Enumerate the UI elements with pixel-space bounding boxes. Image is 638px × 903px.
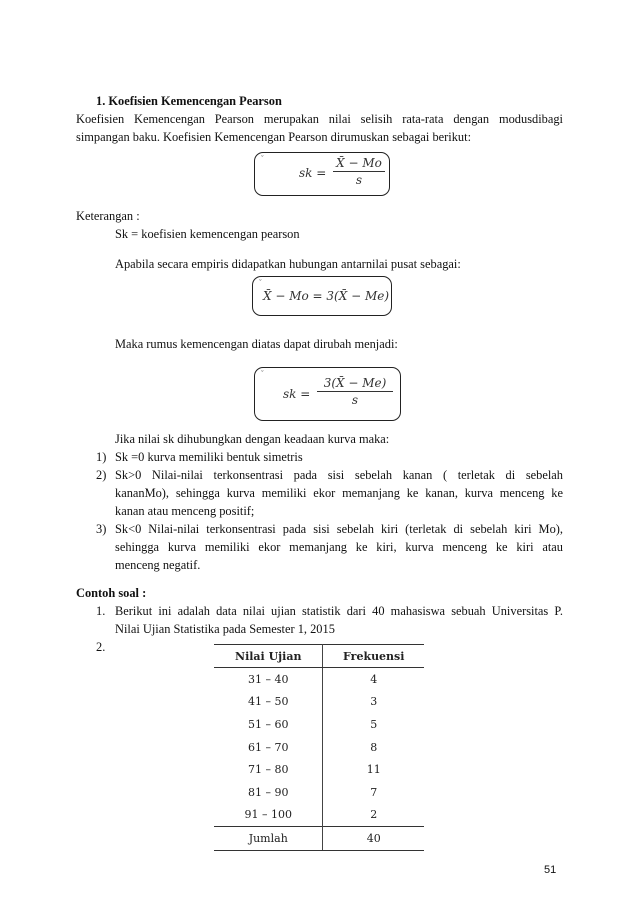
list-item-1-line-1: Sk =0 kurva memiliki bentuk simetris bbox=[115, 450, 303, 464]
table-row bbox=[214, 736, 424, 759]
cell-range: 31 – 40 bbox=[214, 668, 323, 691]
table-total-row bbox=[214, 827, 424, 851]
contoh-heading: Contoh soal : bbox=[76, 586, 147, 600]
table-row bbox=[214, 713, 424, 736]
formula-1-lhs: sk = bbox=[299, 166, 327, 180]
intro-line-1: Koefisien Kemencengan Pearson merupakan nilai selisih rata-rata dengan modusdibagi bbox=[76, 112, 563, 126]
formula-3-denominator: s bbox=[351, 393, 359, 407]
sk-definition: Sk = koefisien kemencengan pearson bbox=[115, 227, 300, 241]
formula-3-lhs: sk = bbox=[283, 387, 311, 401]
list-item-2-line-1: Sk>0 Nilai-nilai terkonsentrasi pada sisi sebelah kanan ( terletak di sebelah bbox=[115, 468, 563, 482]
table-row bbox=[214, 781, 424, 804]
header-nilai-ujian: Nilai Ujian bbox=[214, 645, 323, 668]
formula-3-numerator: 3(X̄ − Me) bbox=[323, 376, 387, 390]
contoh-number-1: 1. bbox=[96, 604, 106, 618]
cell-frequency: 4 bbox=[370, 672, 378, 686]
cell-range: 41 – 50 bbox=[214, 691, 323, 714]
frequency-table bbox=[214, 644, 424, 851]
formula-1-numerator: X̄ − Mo bbox=[336, 156, 382, 170]
jika-text: Jika nilai sk dihubungkan dengan keadaan kurva maka: bbox=[115, 432, 390, 446]
cell-range: 71 – 80 bbox=[214, 758, 323, 781]
formula-3-fraction bbox=[317, 376, 393, 407]
contoh-number-2: 2. bbox=[96, 640, 106, 654]
empiris-text: Apabila secara empiris didapatkan hubungan antarnilai pusat sebagai: bbox=[115, 257, 461, 271]
list-item-2-line-2: kananMo), sehingga kurva memiliki ekor memanjang ke kanan, kurva menceng ke bbox=[115, 486, 563, 500]
cell-frequency: 5 bbox=[370, 717, 378, 731]
list-number-3: 3) bbox=[96, 522, 107, 536]
cell-frequency: 2 bbox=[370, 808, 378, 822]
cell-range: 81 – 90 bbox=[214, 781, 323, 804]
formula-1-denominator: s bbox=[355, 173, 363, 187]
cell-frequency: 11 bbox=[366, 763, 381, 777]
maka-text: Maka rumus kemencengan diatas dapat dirubah menjadi: bbox=[115, 337, 398, 351]
cell-frequency: 7 bbox=[370, 785, 378, 799]
cell-frequency: 8 bbox=[370, 740, 378, 754]
cell-frequency: 3 bbox=[370, 695, 378, 709]
section-heading: 1. Koefisien Kemencengan Pearson bbox=[96, 94, 282, 108]
table-row bbox=[214, 758, 424, 781]
formula-1-fraction bbox=[333, 156, 385, 187]
table-row bbox=[214, 668, 424, 691]
list-item-2-line-3: kanan atau menceng positif; bbox=[115, 504, 255, 518]
intro-line-2: simpangan baku. Koefisien Kemencengan Pearson dirumuskan sebagai berikut: bbox=[76, 130, 472, 144]
cell-range: 51 – 60 bbox=[214, 713, 323, 736]
list-number-2: 2) bbox=[96, 468, 107, 482]
table-row bbox=[214, 804, 424, 827]
contoh-item-1-line-2: Nilai Ujian Statistika pada Semester 1, 2015 bbox=[115, 622, 335, 636]
table-header-row bbox=[214, 645, 424, 668]
list-item-3-line-2: sehingga kurva memiliki ekor memanjang ke kiri, kurva menceng ke kiri atau bbox=[115, 540, 563, 554]
formula-box-3: ˇ sk = 3(X̄ − Me) s bbox=[254, 367, 401, 421]
cell-range: 91 – 100 bbox=[214, 804, 323, 827]
list-item-3-line-3: menceng negatif. bbox=[115, 558, 201, 572]
formula-box-2: ˇ X̄ − Mo = 3(X̄ − Me) bbox=[252, 276, 392, 316]
list-number-1: 1) bbox=[96, 450, 107, 464]
list-item-3-line-1: Sk<0 Nilai-nilai terkonsentrasi pada sisi sebelah kiri (terletak di sebelah kiri Mo), bbox=[115, 522, 563, 536]
page-number: 51 bbox=[544, 864, 557, 876]
table-row bbox=[214, 691, 424, 714]
cell-range: 61 – 70 bbox=[214, 736, 323, 759]
keterangan-label: Keterangan : bbox=[76, 209, 140, 223]
cell-total-value: 40 bbox=[323, 827, 424, 851]
contoh-item-1-line-1: Berikut ini adalah data nilai ujian statistik dari 40 mahasiswa sebuah Universitas P. bbox=[115, 604, 563, 618]
cell-total-label: Jumlah bbox=[214, 827, 323, 851]
formula-box-1: ˇ sk = X̄ − Mo s bbox=[254, 152, 390, 196]
header-frekuensi: Frekuensi bbox=[323, 645, 424, 668]
formula-2-text: X̄ − Mo = 3(X̄ − Me) bbox=[263, 289, 390, 303]
